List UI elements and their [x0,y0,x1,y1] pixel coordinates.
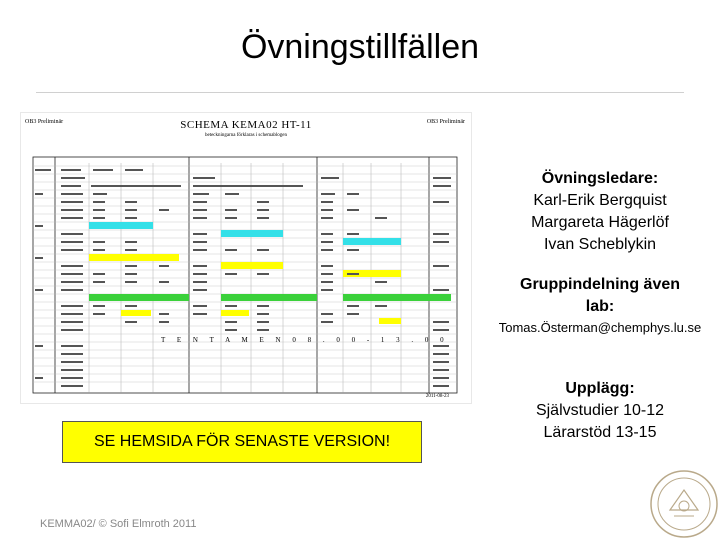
lab-cell [89,222,153,229]
schedule-header-right: OB3 Preliminär [426,119,465,125]
highlight-cell [221,262,283,269]
groups-heading: Gruppindelning även lab: [520,276,681,315]
plan-item: Självstudier 10-12 [535,402,665,419]
leader-name: Ivan Scheblykin [543,236,657,253]
university-seal-icon [648,468,720,540]
schedule-title: SCHEMA KEMA02 HT-11 [180,119,312,131]
highlight-cell [121,310,151,316]
leader-name: Margareta Hägerlöf [531,214,669,231]
schedule-grid [21,113,471,403]
slide-title: Övningstillfällen [240,28,480,66]
highlight-cell [221,310,249,316]
schedule-footnote: 2011-08-23 [425,394,449,399]
contact-email[interactable]: Tomas.Österman@chemphys.lu.se [498,320,702,335]
plan-item: Lärarstöd 13-15 [543,424,657,441]
website-banner: SE HEMSIDA FÖR SENASTE VERSION! [62,421,422,463]
plan-heading: Upplägg: [565,380,635,397]
schedule-image [20,112,472,404]
lab-green-cell [221,294,317,301]
highlight-cell [89,254,179,261]
leaders-block [480,168,720,256]
schedule-header-left: OB3 Preliminär [25,119,64,125]
highlight-cell [379,318,401,324]
lab-cell [221,230,283,237]
leaders-heading: Övningsledare: [541,170,659,187]
plan-block [480,378,720,444]
leader-name: Karl-Erik Bergquist [533,192,667,209]
lab-green-cell [89,294,189,301]
lab-green-cell [343,294,451,301]
lab-cell [343,238,401,245]
schedule-subtitle: beteckningarna förklaras i schemablogen [204,133,288,138]
title-divider [36,92,684,93]
exam-label: T E N T A M E N 0 8 . 0 0 - 1 3 . 0 0 [161,336,449,344]
footer-credit: KEMMA02/ © Sofi Elmroth 2011 [40,518,197,530]
